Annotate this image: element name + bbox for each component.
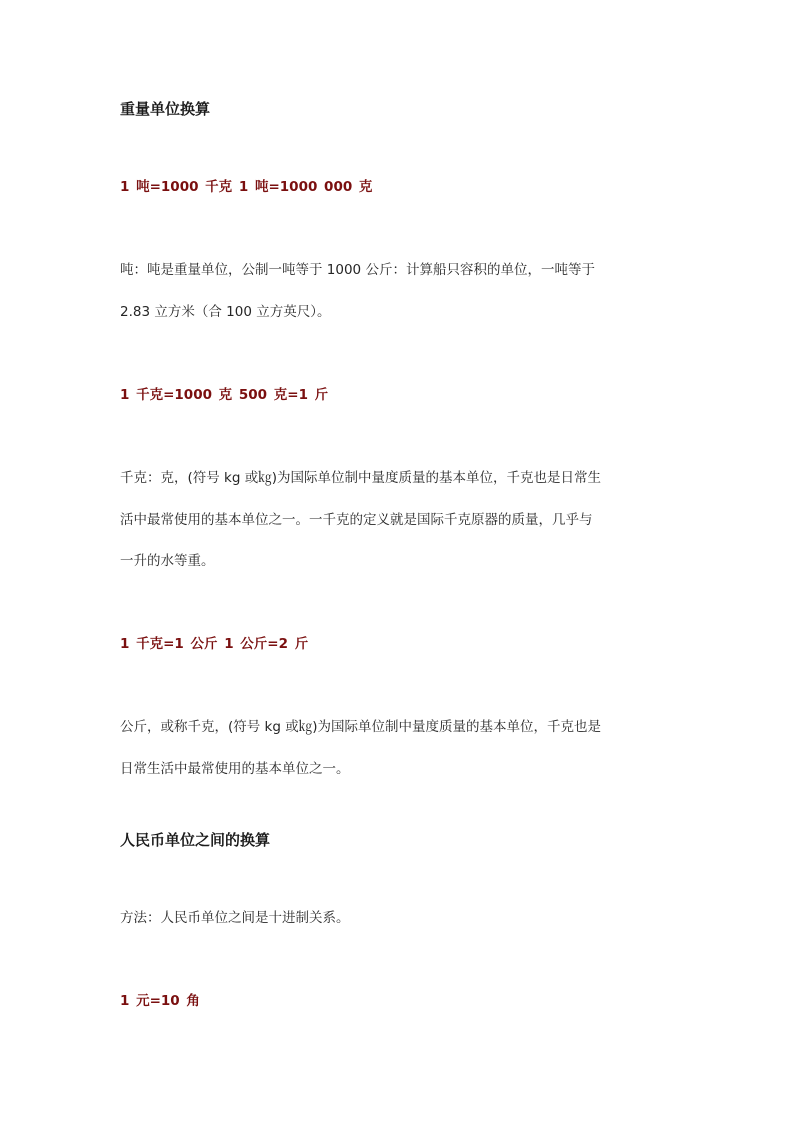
ton-conversion-formula: 1 吨=1000 千克 1 吨=1000 000 克: [120, 179, 373, 195]
kilogram-description-line-3: 一升的水等重。: [120, 553, 215, 569]
gongjin-description-line-1: 公斤，或称千克，(符号 kg 或㎏)为国际单位制中量度质量的基本单位，千克也是: [120, 719, 602, 735]
kilogram-conversion-formula: 1 千克=1000 克 500 克=1 斤: [120, 387, 329, 403]
gongjin-description-line-2: 日常生活中最常使用的基本单位之一。: [120, 761, 350, 777]
rmb-conversion-formula: 1 元=10 角: [120, 993, 200, 1009]
rmb-units-heading: 人民币单位之间的换算: [120, 831, 271, 849]
ton-description-line-1: 吨：吨是重量单位，公制一吨等于 1000 公斤：计算船只容积的单位，一吨等于: [120, 262, 595, 278]
ton-description-line-2: 2.83 立方米（合 100 立方英尺）。: [120, 304, 331, 320]
kilogram-description-line-2: 活中最常使用的基本单位之一。一千克的定义就是国际千克原器的质量，几乎与: [120, 512, 593, 528]
weight-units-heading: 重量单位换算: [120, 100, 211, 118]
kilogram-description-line-1: 千克：克，(符号 kg 或㎏)为国际单位制中量度质量的基本单位，千克也是日常生: [120, 470, 602, 486]
gongjin-conversion-formula: 1 千克=1 公斤 1 公斤=2 斤: [120, 636, 309, 652]
rmb-method-text: 方法：人民币单位之间是十进制关系。: [120, 910, 350, 926]
